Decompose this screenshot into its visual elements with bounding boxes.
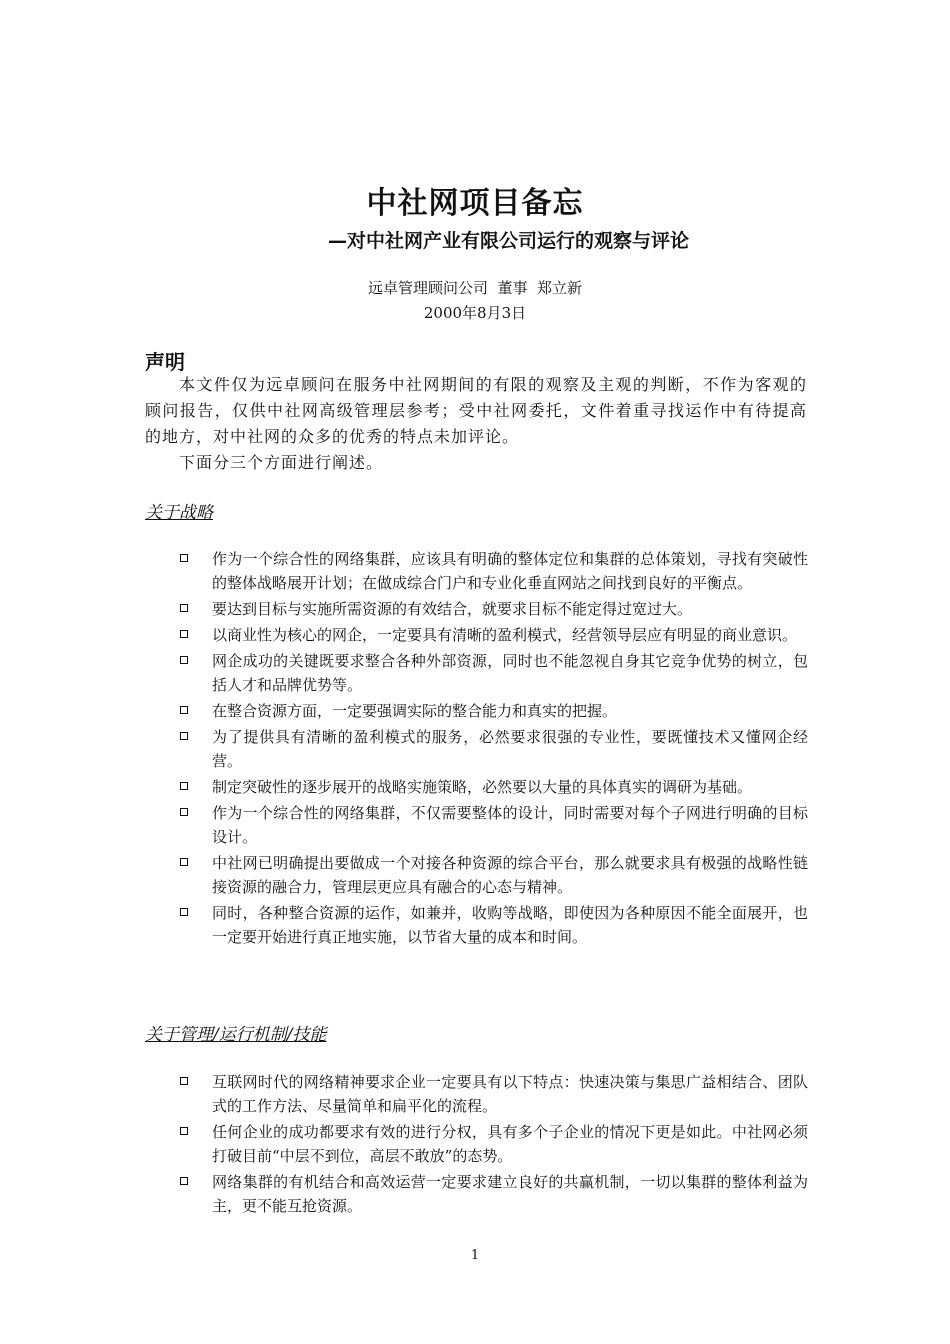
strategy-list (180, 547, 808, 951)
checkbox-bullet-icon (180, 1127, 188, 1135)
list-item (180, 623, 808, 647)
list-item-text: 网企成功的关键既要求整合各种外部资源，同时也不能忽视自身其它竞争优势的树立，包括人才和品牌优势等。 (212, 652, 808, 694)
list-item-text: 作为一个综合性的网络集群，应该具有明确的整体定位和集群的总体策划，寻找有突破性的整体战略展开计划；在做成综合门户和专业化垂直网站之间找到良好的平衡点。 (212, 550, 808, 592)
author-line: 远卓管理顾问公司 董事 郑立新 (367, 279, 583, 297)
list-item (180, 649, 808, 697)
list-item (180, 1170, 808, 1218)
list-item-text: 为了提供具有清晰的盈利模式的服务，必然要求很强的专业性，要既懂技术又懂网企经营。 (212, 728, 808, 770)
list-item (180, 547, 808, 595)
checkbox-bullet-icon (180, 732, 188, 740)
declaration-paragraph: 下面分三个方面进行阐述。 (179, 453, 384, 472)
list-item (180, 699, 808, 723)
page-number: 1 (470, 1248, 480, 1263)
list-item (180, 597, 808, 621)
management-list (180, 1070, 808, 1220)
checkbox-bullet-icon (180, 656, 188, 664)
list-item-text: 制定突破性的逐步展开的战略实施策略，必然要以大量的具体真实的调研为基础。 (212, 778, 753, 796)
list-item-text: 以商业性为核心的网企，一定要具有清晰的盈利模式，经营领导层应有明显的商业意识。 (212, 626, 798, 644)
list-item-text: 中社网已明确提出要做成一个对接各种资源的综合平台，那么就要求具有极强的战略性链接资源的融合力，管理层更应具有融合的心态与精神。 (212, 854, 808, 896)
list-item-text: 在整合资源方面，一定要强调实际的整合能力和真实的把握。 (212, 702, 618, 720)
list-item (180, 775, 808, 799)
checkbox-bullet-icon (180, 630, 188, 638)
declaration-body (145, 372, 807, 476)
declaration-heading: 声明 (145, 350, 185, 374)
list-item (180, 901, 808, 949)
list-item (180, 1120, 808, 1168)
section-heading-management: 关于管理/运行机制/技能 (145, 1025, 327, 1045)
list-item (180, 801, 808, 849)
checkbox-bullet-icon (180, 604, 188, 612)
list-item-text: 任何企业的成功都要求有效的进行分权，具有多个子企业的情况下更是如此。中社网必须打破目前“中层不到位，高层不敢放”的态势。 (212, 1123, 808, 1165)
checkbox-bullet-icon (180, 808, 188, 816)
list-item-text: 作为一个综合性的网络集群，不仅需要整体的设计，同时需要对每个子网进行明确的目标设计。 (212, 804, 808, 846)
checkbox-bullet-icon (180, 706, 188, 714)
checkbox-bullet-icon (180, 908, 188, 916)
checkbox-bullet-icon (180, 858, 188, 866)
checkbox-bullet-icon (180, 554, 188, 562)
list-item (180, 851, 808, 899)
list-item-text: 要达到目标与实施所需资源的有效结合，就要求目标不能定得过宽过大。 (212, 600, 693, 618)
section-heading-strategy: 关于战略 (145, 503, 213, 523)
list-item-text: 同时，各种整合资源的运作，如兼并，收购等战略，即使因为各种原因不能全面展开，也一定要开始进行真正地实施，以节省大量的成本和时间。 (212, 904, 808, 946)
checkbox-bullet-icon (180, 1177, 188, 1185)
list-item-text: 互联网时代的网络精神要求企业一定要具有以下特点：快速决策与集思广益相结合、团队式的工作方法、尽量简单和扁平化的流程。 (212, 1073, 808, 1115)
checkbox-bullet-icon (180, 782, 188, 790)
document-subtitle: —对中社网产业有限公司运行的观察与评论 (328, 230, 690, 252)
list-item-text: 网络集群的有机结合和高效运营一定要求建立良好的共赢机制，一切以集群的整体利益为主，更不能互抢资源。 (212, 1173, 808, 1215)
document-title: 中社网项目备忘 (366, 186, 584, 221)
declaration-paragraph: 本文件仅为远卓顾问在服务中社网期间的有限的观察及主观的判断，不作为客观的顾问报告，仅供中社网高级管理层参考；受中社网委托，文件着重寻找运作中有待提高的地方，对中社网的众多的优秀的特点未加评论。 (145, 375, 807, 446)
list-item (180, 1070, 808, 1118)
author-block (0, 276, 950, 326)
document-date: 2000年8月3日 (423, 304, 527, 322)
checkbox-bullet-icon (180, 1077, 188, 1085)
list-item (180, 725, 808, 773)
